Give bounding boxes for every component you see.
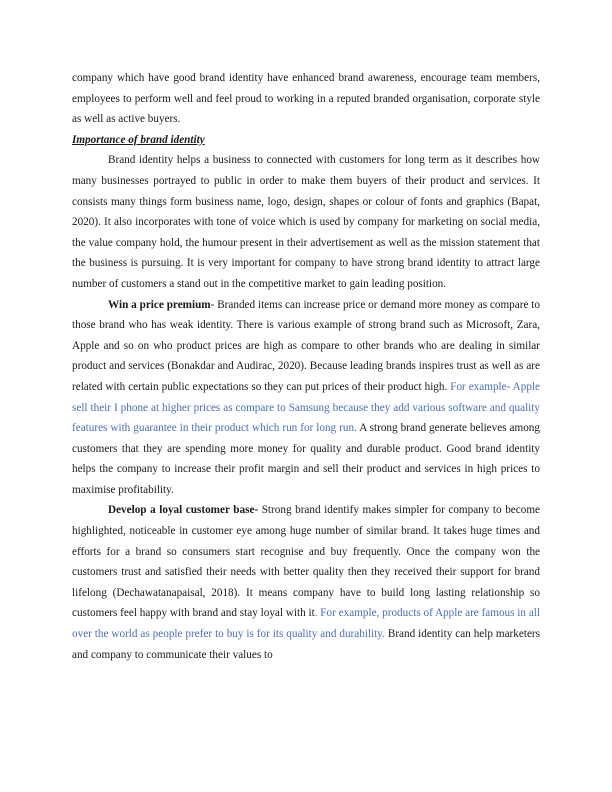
loyal-example: . For example, products of Apple are famous in all over the world as people prefer to buy is for its quality and durability. xyxy=(72,607,540,641)
loyal-paragraph xyxy=(72,500,540,665)
loyal-text-2: Brand identity can help marketers and company to communicate their values to xyxy=(72,628,540,661)
identity-paragraph: Brand identity helps a business to connected with customers for long term as it describes how many businesses portrayed to public in order to make them buyers of their product and services. It consists many things form business name, logo, design, shapes or colour of fonts and graphics (Bapat, 2020). It also incorporates with tone of voice which is used by company for marketing on social media, the value company hold, the humour present in their advertisement as well as the mission statement that the business is pursuing. It is very important for company to have strong brand identity to attract large number of customers a stand out in the competitive market to gain leading position. xyxy=(72,154,540,290)
loyal-title: Develop a loyal customer base- xyxy=(108,504,259,517)
premium-example: For example- Apple sell their I phone at higher prices as compare to Samsung because they add various software and quality features with guarantee in their product which run for long run. xyxy=(72,380,541,435)
document-page xyxy=(72,68,540,665)
premium-title: Win a price premium xyxy=(108,298,211,311)
intro-paragraph: company which have good brand identity have enhanced brand awareness, encourage team members, employees to perform well and feel proud to working in a reputed branded organisation, corporate style as well as active buyers. xyxy=(72,72,540,126)
section-heading: Importance of brand identity xyxy=(72,133,205,146)
premium-text-2: A strong brand generate believes among customers that they are spending more money for quality and durable product. Good brand identity helps the company to increase their profit margin and sell their product and services in high prices to maximise profitability. xyxy=(72,422,540,496)
premium-paragraph xyxy=(72,295,540,501)
premium-text-1: - Branded items can increase price or demand more money as compare to those brand who has weak identity. There is various example of strong brand such as Microsoft, Zara, Apple and so on who product prices are high as compare to other brands who are dealing in similar product and services (Bonakdar and Audirac, 2020). Because leading brands inspires trust as well as are related with certain public expectations so they can put prices of their product high. xyxy=(72,298,540,393)
loyal-text-1: Strong brand identify makes simpler for company to become highlighted, noticeable in customer eye among huge number of similar brand. It takes huge times and efforts for a brand so consumers start recognise and buy frequently. Once the company won the customers trust and satisfied their needs with better quality then they received their support for brand lifelong (Dechawatanapaisal, 2018). It means company have to build long lasting relationship so customers feel happy with brand and stay loyal with it xyxy=(72,504,540,620)
